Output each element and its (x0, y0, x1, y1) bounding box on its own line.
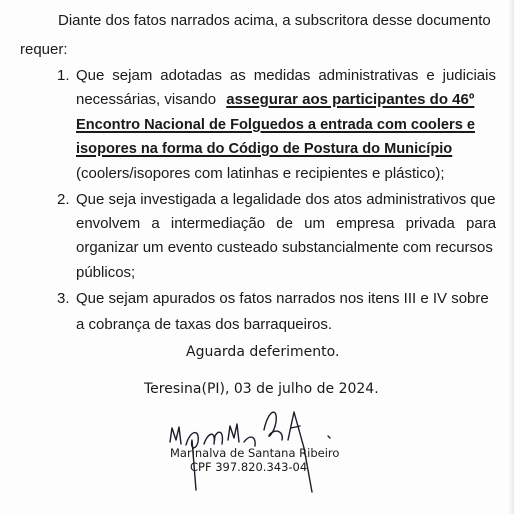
closing-text: Aguarda deferimento. (186, 344, 340, 360)
item-1-word: Que (76, 67, 105, 84)
item-3-number: 3. (57, 290, 70, 307)
item-1-line-4-emphasis: isopores na forma do Código de Postura do Município (76, 141, 453, 157)
page-edge-shadow (508, 0, 514, 514)
item-1-number: 1. (57, 67, 70, 84)
intro-line-2: requer: (20, 41, 68, 58)
item-1-line-3-emphasis: Encontro Nacional de Folguedos a entrada com coolers e (76, 117, 475, 133)
item-1-word: as (229, 67, 246, 84)
item-1-line-2 (76, 91, 474, 109)
item-1-line-5: (coolers/isopores com latinhas e recipientes e plástico); (76, 165, 445, 182)
item-3-line-2: a cobrança de taxas dos barraqueiros. (76, 316, 332, 333)
item-1-word: sejam (112, 67, 153, 84)
item-1-word: medidas (253, 67, 311, 84)
item-1-line-1 (76, 67, 496, 85)
item-1-line-2-plain: necessárias, visando (76, 91, 217, 108)
item-1-word: e (426, 67, 435, 84)
item-2-line-4: públicos; (76, 264, 136, 281)
item-2-line-2: envolvem a intermediação de um empresa privada para (76, 215, 497, 232)
item-2-line-3: organizar um evento custeado substancialmente com recursos (76, 239, 493, 256)
item-2-number: 2. (57, 191, 70, 208)
intro-line-1: Diante dos fatos narrados acima, a subscritora desse documento (58, 12, 491, 29)
item-1-line-2-emphasis: assegurar aos participantes do 46º (226, 91, 475, 108)
place-date: Teresina(PI), 03 de julho de 2024. (144, 381, 379, 397)
item-1-word: adotadas (160, 67, 222, 84)
item-1-word: administrativas (318, 67, 419, 84)
signer-name: Marinalva de Santana Ribeiro (170, 446, 340, 460)
item-1-word: judiciais (442, 67, 496, 84)
signer-cpf: CPF 397.820.343-04 (190, 460, 308, 474)
item-3-line-1: Que sejam apurados os fatos narrados nos itens III e IV sobre (76, 290, 489, 307)
item-2-line-1: Que seja investigada a legalidade dos atos administrativos que (76, 191, 496, 208)
